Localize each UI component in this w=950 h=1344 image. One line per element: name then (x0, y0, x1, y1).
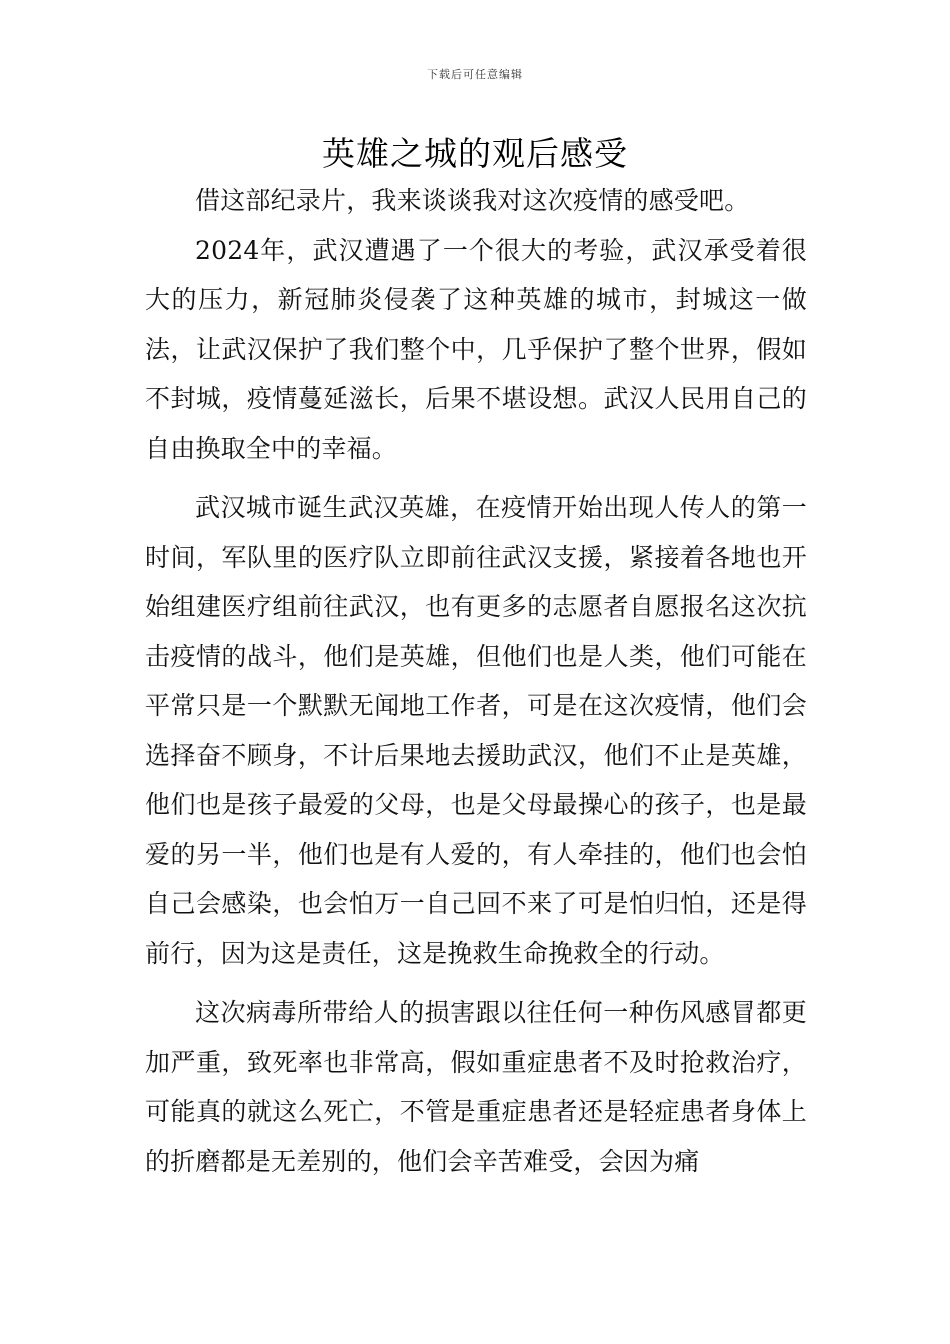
paragraph-virus-harm: 这次病毒所带给人的损害跟以往任何一种伤风感冒都更加严重，致死率也非常高，假如重症患者不及时抢救治疗，可能真的就这么死亡，不管是重症患者还是轻症患者身体上的折磨都是无差别的，他们会辛苦难受，会因为痛 (145, 998, 807, 1176)
paragraph-intro: 借这部纪录片，我来谈谈我对这次疫情的感受吧。 (195, 186, 750, 215)
paragraph-2024-wuhan: 2024年，武汉遭遇了一个很大的考验，武汉承受着很大的压力，新冠肺炎侵袭了这种英雄的城市，封城这一做法，让武汉保护了我们整个中，几乎保护了整个世界，假如不封城，疫情蔓延滋长，后果不堪设想。武汉人民用自己的自由换取全中的幸福。 (145, 235, 807, 463)
paragraph-gap (145, 473, 807, 483)
document-title: 英雄之城的观后感受 (322, 134, 628, 173)
paragraph-gap (145, 978, 807, 988)
document-body (145, 176, 807, 1186)
header-note: 下载后可任意编辑 (427, 68, 523, 81)
paragraph-heroes: 武汉城市诞生武汉英雄，在疫情开始出现人传人的第一时间，军队里的医疗队立即前往武汉支援，紧接着各地也开始组建医疗组前往武汉，也有更多的志愿者自愿报名这次抗击疫情的战斗，他们是英雄，但他们也是人类，他们可能在平常只是一个默默无闻地工作者，可是在这次疫情，他们会选择奋不顾身，不计后果地去援助武汉，他们不止是英雄，他们也是孩子最爱的父母，也是父母最操心的孩子，也是最爱的另一半，他们也是有人爱的，有人牵挂的，他们也会怕自己会感染，也会怕万一自己回不来了可是怕归怕，还是得前行，因为这是责任，这是挽救生命挽救全的行动。 (145, 493, 807, 968)
